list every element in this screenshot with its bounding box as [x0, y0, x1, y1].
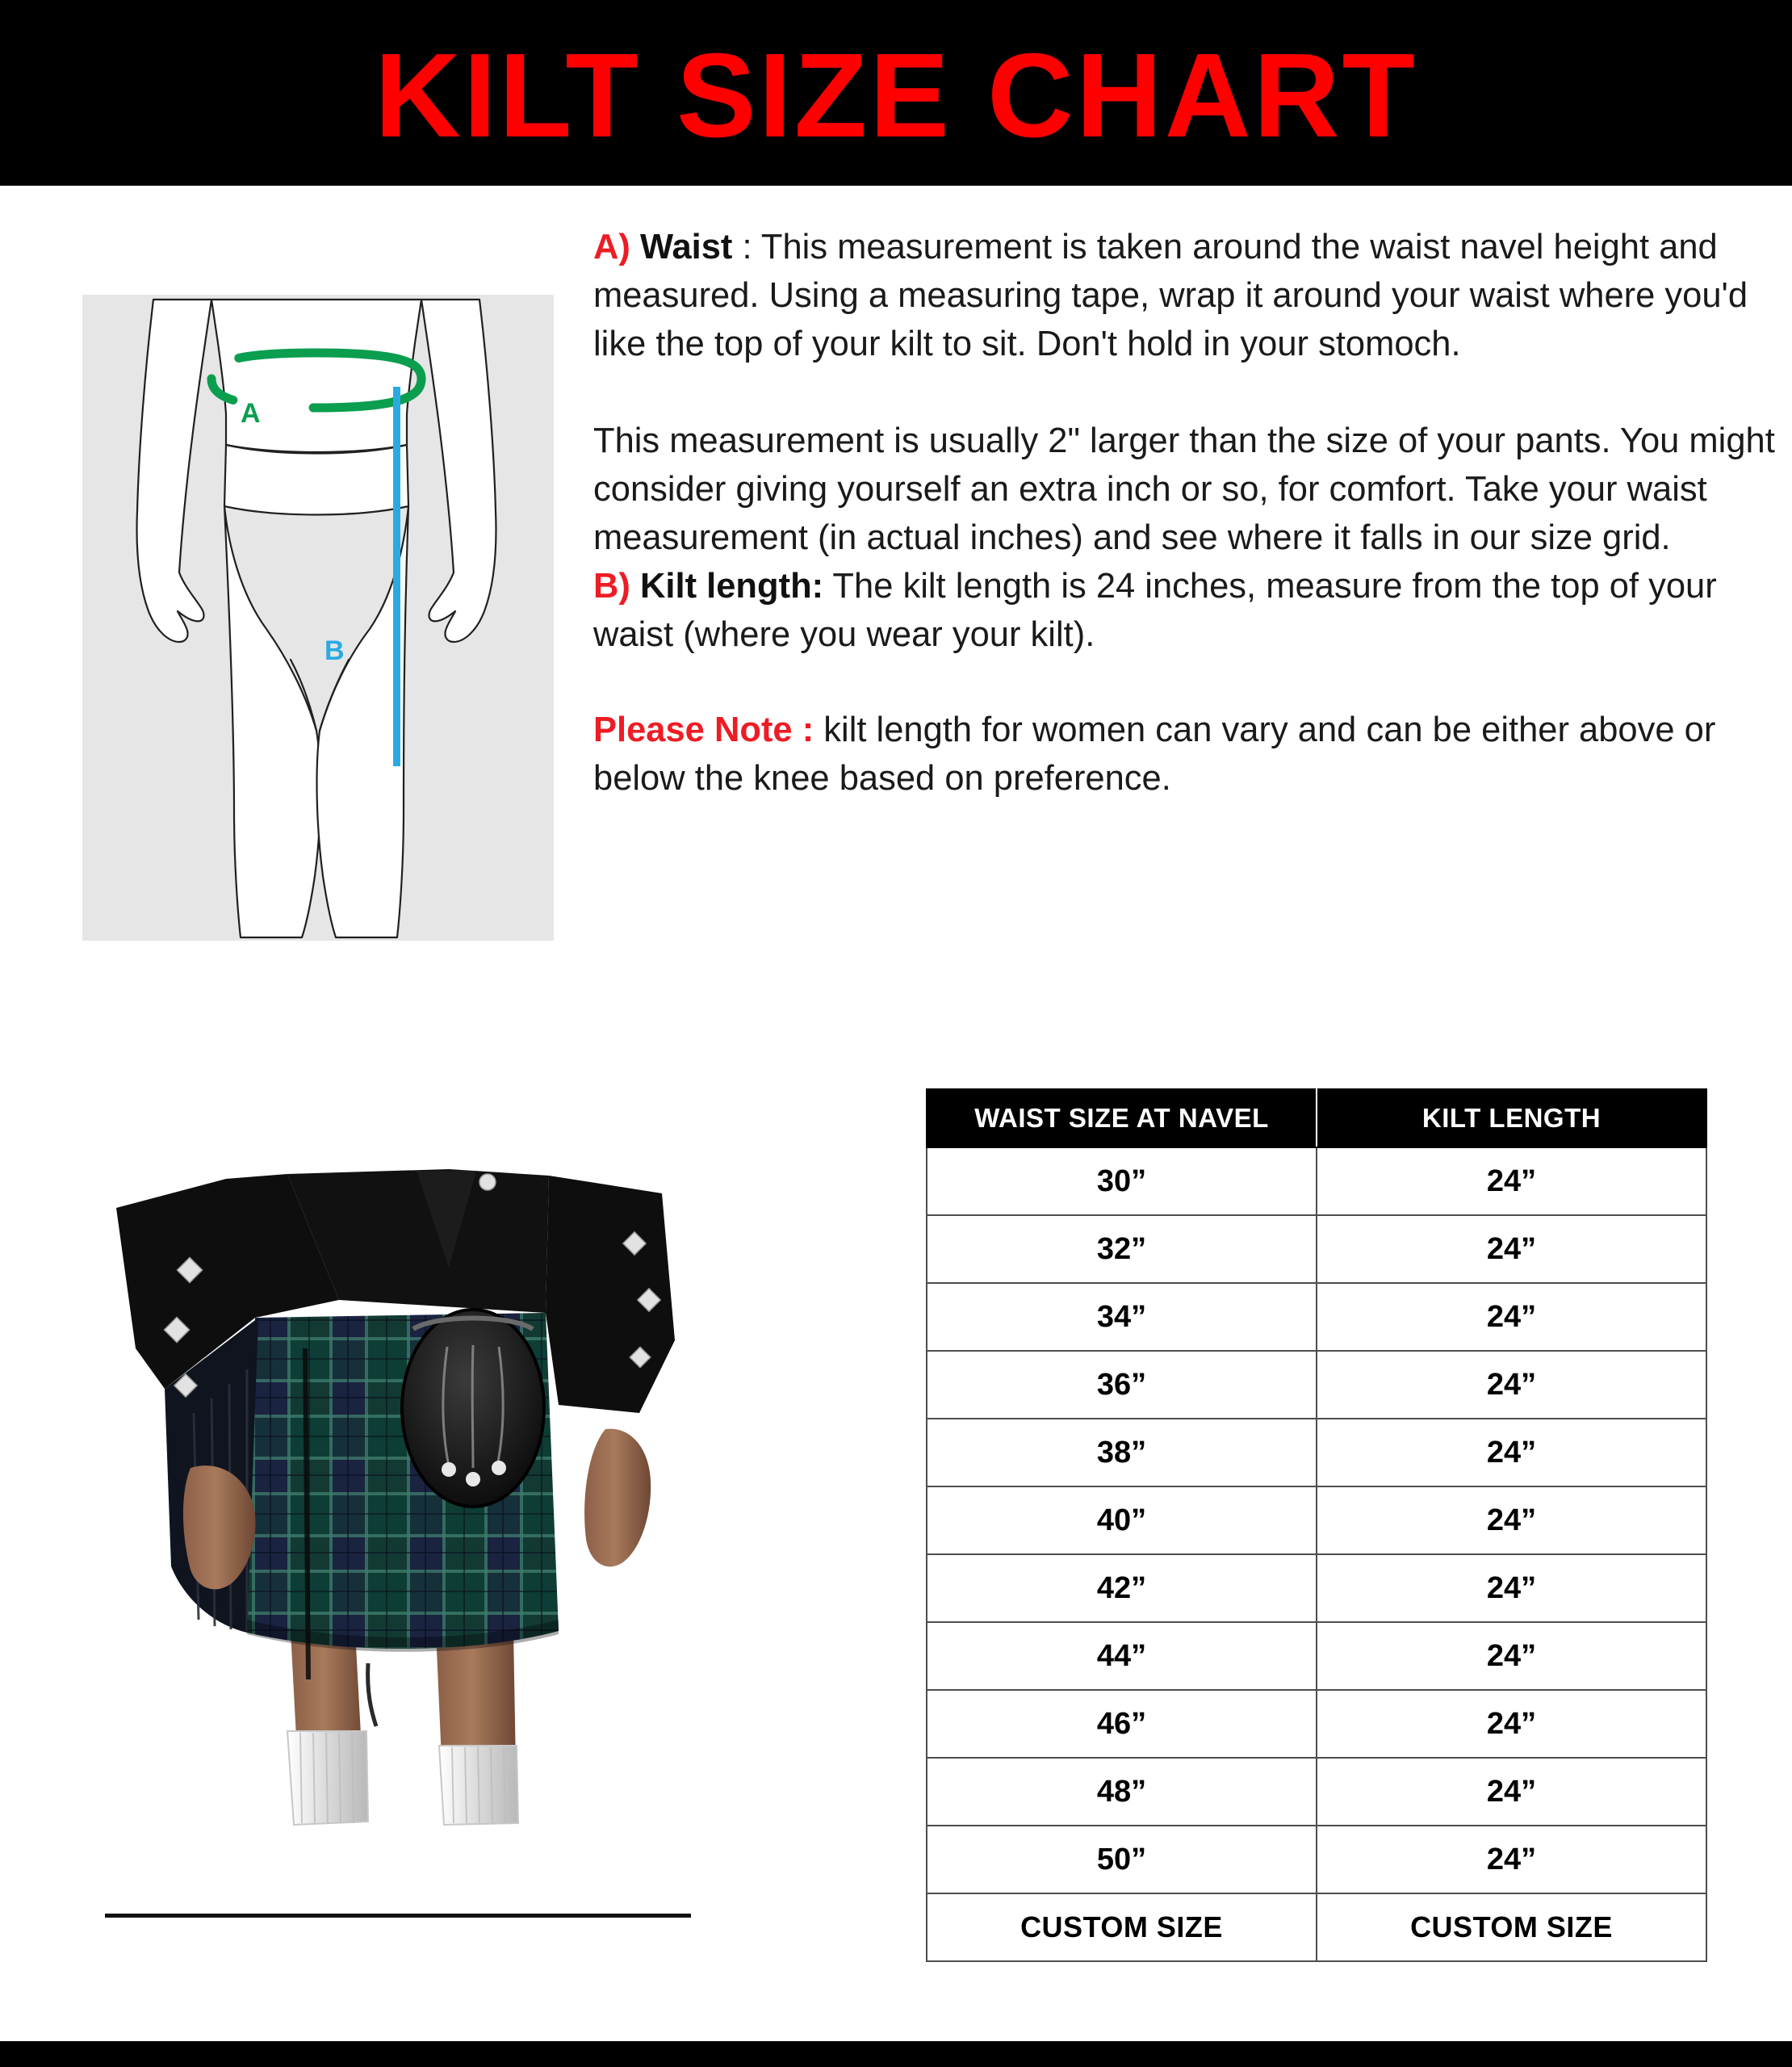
table-row — [927, 1486, 1706, 1554]
cell-waist: 34” — [927, 1283, 1317, 1351]
instructions-block — [593, 223, 1784, 803]
waist-paragraph — [593, 223, 1784, 368]
cell-length: 24” — [1317, 1283, 1706, 1351]
cell-waist: 48” — [927, 1758, 1317, 1826]
paragraph-spacer — [593, 368, 1784, 417]
table-row — [927, 1758, 1706, 1826]
kilt-photo-illustration — [97, 1147, 694, 1954]
table-row — [927, 1215, 1706, 1283]
cell-waist: 50” — [927, 1826, 1317, 1893]
cell-waist: 44” — [927, 1622, 1317, 1690]
cell-length: 24” — [1317, 1147, 1706, 1215]
table-row — [927, 1283, 1706, 1351]
waist-body: This measurement is taken around the waist navel height and measured. Using a measuring tape, wrap it around your waist where you'd like the top of your kilt to sit. Don't hold in your stomoch. — [593, 228, 1748, 363]
diagram-label-a: A — [241, 398, 261, 429]
measurement-diagram — [82, 295, 554, 941]
please-note-paragraph — [593, 706, 1784, 803]
waist-separator: : — [732, 228, 761, 266]
table-row — [927, 1419, 1706, 1486]
column-header-length: KILT LENGTH — [1317, 1089, 1706, 1147]
body-outline-illustration — [82, 295, 554, 941]
cell-waist: 30” — [927, 1147, 1317, 1215]
size-table-container — [926, 1088, 1706, 1962]
cell-length: 24” — [1317, 1690, 1706, 1758]
cell-length: 24” — [1317, 1826, 1706, 1893]
kilt-length-heading: Kilt length: — [640, 567, 824, 606]
cell-length: 24” — [1317, 1554, 1706, 1622]
footer-bar — [0, 2041, 1792, 2067]
kilt-length-body: The kilt length is 24 inches, measure from the top of your waist (where you wear your kilt). — [593, 567, 1717, 654]
column-header-waist: WAIST SIZE AT NAVEL — [927, 1089, 1317, 1147]
waist-heading: Waist — [640, 228, 733, 266]
cell-length: 24” — [1317, 1758, 1706, 1826]
cell-waist: 32” — [927, 1215, 1317, 1283]
table-header-row — [927, 1089, 1706, 1147]
cell-waist: 38” — [927, 1419, 1317, 1486]
sizing-note-paragraph: This measurement is usually 2" larger than the size of your pants. You might consider giving yourself an extra inch or so, for comfort. Take your waist measurement (in actual inches) and see where it falls in our size grid. — [593, 421, 1775, 557]
cell-waist-custom: CUSTOM SIZE — [927, 1893, 1317, 1961]
waist-marker: A) — [593, 228, 630, 266]
kilt-length-measure-line — [393, 387, 400, 766]
diagram-label-b: B — [324, 635, 345, 666]
table-row — [927, 1690, 1706, 1758]
please-note-heading: Please Note : — [593, 711, 814, 749]
cell-waist: 42” — [927, 1554, 1317, 1622]
cell-length: 24” — [1317, 1419, 1706, 1486]
size-table-body — [927, 1147, 1706, 1961]
cell-length: 24” — [1317, 1486, 1706, 1554]
photo-ground-line — [105, 1914, 691, 1918]
page-title: KILT SIZE CHART — [375, 29, 1417, 162]
kilt-photo — [97, 1147, 694, 1954]
table-row — [927, 1351, 1706, 1419]
cell-length: 24” — [1317, 1215, 1706, 1283]
table-row-custom — [927, 1893, 1706, 1961]
table-row — [927, 1622, 1706, 1690]
kilt-length-paragraph — [593, 562, 1784, 659]
table-row — [927, 1826, 1706, 1893]
kilt-length-marker: B) — [593, 567, 630, 606]
note-spacer — [593, 659, 1784, 706]
sporran — [402, 1310, 544, 1507]
size-table — [926, 1088, 1707, 1962]
table-row — [927, 1147, 1706, 1215]
cell-length: 24” — [1317, 1351, 1706, 1419]
cell-length-custom: CUSTOM SIZE — [1317, 1893, 1706, 1961]
cell-waist: 46” — [927, 1690, 1317, 1758]
cell-waist: 40” — [927, 1486, 1317, 1554]
please-note-body: kilt length for women can vary and can be either above or below the knee based on preference. — [593, 711, 1716, 798]
cell-length: 24” — [1317, 1622, 1706, 1690]
table-row — [927, 1554, 1706, 1622]
cell-waist: 36” — [927, 1351, 1317, 1419]
